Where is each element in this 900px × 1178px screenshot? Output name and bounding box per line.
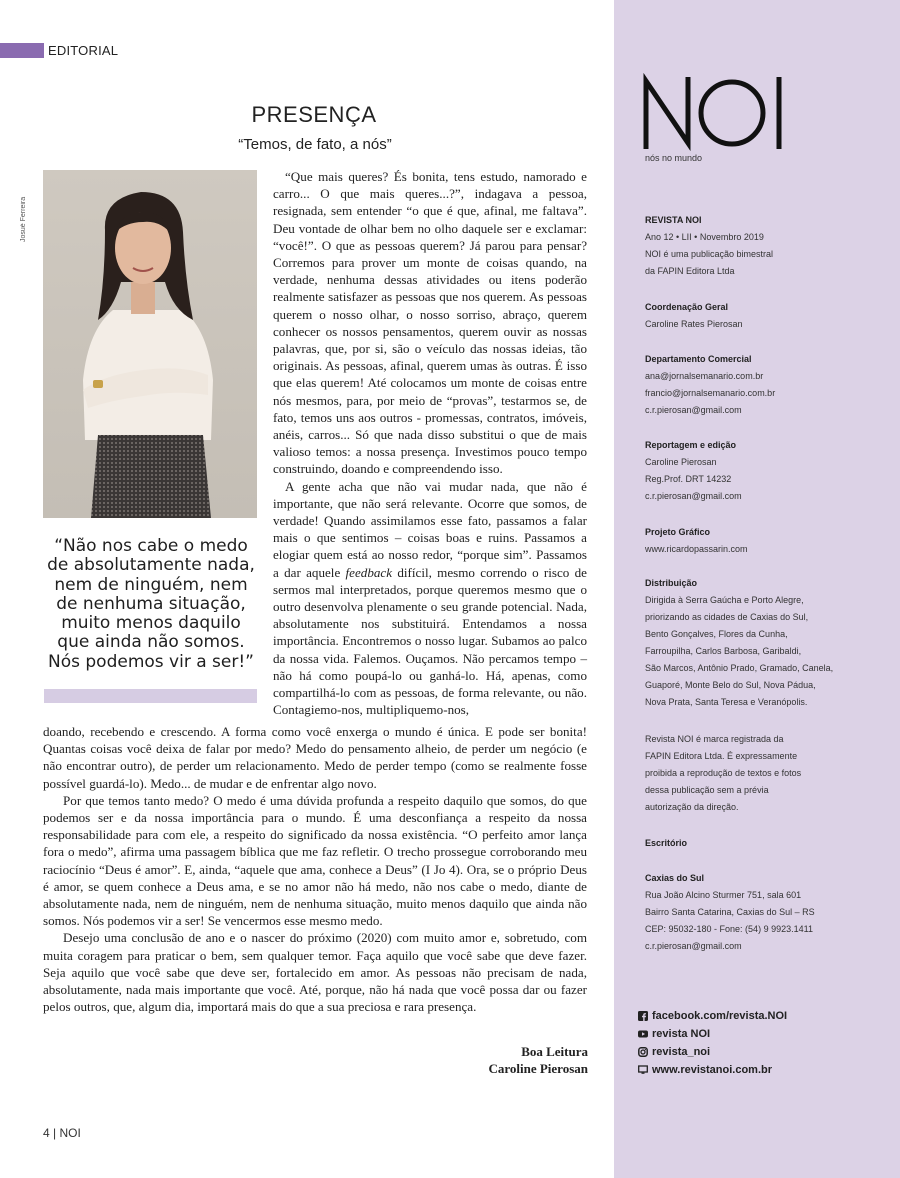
design-line: www.ricardopassarin.com (645, 544, 748, 554)
social-links (638, 1007, 787, 1079)
office-title: Escritório (645, 838, 688, 848)
legal-line: Revista NOI é marca registrada da (645, 734, 784, 744)
commercial-title: Departamento Comercial (645, 354, 752, 364)
social-facebook[interactable] (638, 1007, 787, 1025)
social-website-label: www.revistanoi.com.br (652, 1064, 773, 1076)
article-paragraph-1: “Que mais queres? És bonita, tens estudo, namorado e carro... O que mais queres...?”, indagava a pessoa, resignada, sem entender “o que é que, afinal, me faltava”. Deu vontade de olhar bem no olho daquele ser e exclamar: “você!”. O que as pessoas querem? Já parou para pensar? Corremos para prover um monte de coisas quando, na verdade, nenhuma dessas atividades ou itens poderão realmente satisfazer as pessoas que nos querem. As pessoas querem o nosso olhar, o nosso sorriso, abraço, querem conhecer os nossos pensamentos, querem ouvir as nossas palavras, que, por si, são o veículo das nossas ideias, tão originais. As pessoas, afinal, querem umas às outras. É isso que elas querem! Até colocamos um monte de coisas entre nós mesmos, para, por meio de “provas”, testarmos se, de fato, temos uns aos outros - promessas, contratos, imóveis, anéis, carros... Só que nada disso substitui o que de mais valioso temos: a nossa presença. Investimos pouco tempo construindo, doando e compreendendo isso. (273, 169, 587, 477)
masthead-block (645, 212, 773, 280)
noi-logo (642, 73, 787, 156)
page-folio: 4 | NOI (43, 1126, 81, 1140)
social-youtube[interactable] (638, 1025, 787, 1043)
social-instagram[interactable] (638, 1043, 787, 1061)
reporting-block (645, 437, 742, 505)
legal-line: dessa publicação sem a prévia (645, 785, 769, 795)
reporting-title: Reportagem e edição (645, 440, 737, 450)
commercial-block (645, 351, 775, 419)
design-block (645, 524, 748, 558)
commercial-email: ana@jornalsemanario.com.br (645, 371, 764, 381)
reporting-line: Reg.Prof. DRT 14232 (645, 474, 732, 484)
legal-block (645, 731, 801, 816)
distribution-line: São Marcos, Antônio Prado, Gramado, Canela, (645, 663, 834, 673)
distribution-title: Distribuição (645, 578, 698, 588)
article-paragraph-2 (273, 478, 587, 719)
author-photo (43, 170, 257, 518)
address-line: Bairro Santa Catarina, Caxias do Sul – RS (645, 907, 815, 917)
distribution-line: Farroupilha, Carlos Barbosa, Garibaldi, (645, 646, 802, 656)
masthead-line: Ano 12 • LII • Novembro 2019 (645, 232, 764, 242)
facebook-icon (638, 1011, 648, 1021)
section-label: EDITORIAL (48, 43, 119, 58)
author-portrait-illustration (43, 170, 257, 518)
social-instagram-label: revista_noi (652, 1046, 711, 1058)
distribution-line: Bento Gonçalves, Flores da Cunha, (645, 629, 788, 639)
office-block (645, 835, 687, 852)
legal-line: FAPIN Editora Ltda. É expressamente (645, 751, 798, 761)
article-paragraph-3: doando, recebendo e crescendo. A forma como você enxerga o mundo é única. E pode ser bonita! Quantas coisas você deixa de falar por medo? Medo do pensamento alheio, de perder um negócio (e não encontrar outro), de perder um relacionamento. Medo de perder tempo (como se realmente fosse possível guardá-lo). Medo... de mudar e de enfrentar algo novo. (43, 724, 587, 791)
youtube-icon (638, 1029, 648, 1039)
caxias-title: Caxias do Sul (645, 873, 705, 883)
pull-quote-bar (44, 689, 257, 703)
distribution-line: Guaporé, Monte Belo do Sul, Nova Pádua, (645, 680, 816, 690)
design-title: Projeto Gráfico (645, 527, 711, 537)
reporting-line: c.r.pierosan@gmail.com (645, 491, 742, 501)
social-facebook-label: facebook.com/revista.NOI (652, 1010, 788, 1022)
article-paragraph-5: Desejo uma conclusão de ano e o nascer do próximo (2020) com muito amor e, sobretudo, com muita coragem para praticar o bem, sem qualquer temor. Faça aquilo que você sabe que deve fazer. Seja aquilo que você sabe que deve ser, fortalecido em amor. As pessoas não precisam de nada, absolutamente, nada mais importante que você. Até, porque, não há nada que você possa dar ou fazer pelos outros, que, algum dia, importará mais do que a sua preciosa e rara presença. (43, 930, 587, 1015)
caxias-block (645, 870, 815, 955)
coordination-block (645, 299, 743, 333)
commercial-email: c.r.pierosan@gmail.com (645, 405, 742, 415)
signoff: Boa Leitura (521, 1044, 588, 1059)
noi-logo-mark (642, 73, 787, 151)
section-tag-bar (0, 43, 44, 58)
legal-line: autorização da direção. (645, 802, 739, 812)
signature-block (430, 1043, 588, 1077)
article-title: PRESENÇA (251, 102, 377, 127)
address-line: CEP: 95032-180 - Fone: (54) 9 9923.1411 (645, 924, 813, 934)
social-youtube-label: revista NOI (652, 1028, 711, 1040)
feedback-term: feedback (345, 564, 393, 580)
social-website[interactable] (638, 1061, 787, 1079)
paragraph-2-text-b: difícil, mesmo correndo o risco de sermos mal interpretados, porque queremos mesmo que o outro desenvolva plenamente o seu grande potencial. Nada, absolutamente nos substituirá. Entendamos a nossa importância. Encontremos o nosso lugar. Subamos ao palco da nossa vida. Falemos. Ouçamos. Não percamos tempo – não há como poupá-lo ou ganhá-lo. Há, apenas, como compartilhá-lo com as pessoas, de forma relevante, ou não. Contagiemo-nos, multipliquemo-nos, (273, 564, 587, 718)
address-line: c.r.pierosan@gmail.com (645, 941, 742, 951)
coordination-title: Coordenação Geral (645, 302, 729, 312)
photo-credit: Josué Ferreira (20, 196, 27, 242)
distribution-line: Dirigida à Serra Gaúcha e Porto Alegre, (645, 595, 804, 605)
masthead-title: REVISTA NOI (645, 215, 702, 225)
distribution-line: priorizando as cidades de Caxias do Sul, (645, 612, 809, 622)
instagram-icon (638, 1047, 648, 1057)
website-icon (638, 1065, 648, 1075)
masthead-line: da FAPIN Editora Ltda (645, 266, 735, 276)
author-name: Caroline Pierosan (488, 1061, 588, 1076)
pull-quote: “Não nos cabe o medo de absolutamente nada, nem de ninguém, nem de nenhuma situação, muito menos daquilo que ainda não somos. Nós podemos vir a ser!” (47, 536, 255, 672)
coordination-line: Caroline Rates Pierosan (645, 319, 743, 329)
logo-tagline: nós no mundo (645, 153, 703, 163)
commercial-email: francio@jornalsemanario.com.br (645, 388, 776, 398)
article-subtitle: “Temos, de fato, a nós” (238, 136, 392, 153)
reporting-line: Caroline Pierosan (645, 457, 717, 467)
masthead-line: NOI é uma publicação bimestral (645, 249, 774, 259)
article-body-full (43, 723, 587, 1015)
article-column (273, 168, 587, 719)
paragraph-2-text-a: A gente acha que não vai mudar nada, que não é importante, que não será relevante. Ocorre que somos, de verdade! Quando assimilamos esse fato, passamos a falar mais o que sentimos – coisas boas e ruins. Passamos a elogiar quem está ao nosso redor, “porque sim”. Passamos a dar aquele (273, 478, 587, 580)
distribution-line: Nova Prata, Santa Teresa e Veranópolis. (645, 697, 808, 707)
distribution-block (645, 575, 833, 711)
legal-line: proibida a reprodução de textos e fotos (645, 768, 802, 778)
address-line: Rua João Alcino Sturmer 751, sala 601 (645, 890, 802, 900)
article-paragraph-4: Por que temos tanto medo? O medo é uma dúvida profunda a respeito daquilo que somos, do que podemos ser e da nossa importância para o mundo. É uma desconfiança a respeito da nossa responsabilidade para com ele, a respeito do significado da nossa existência. “O perfeito amor lança fora o medo”, afirma uma passagem bíblica que me faz refletir. O trecho prossegue corroborando meu raciocínio “Deus é amor”. E, ainda, “aquele que ama, conhece a Deus” (I Jo 4). Ora, se o próprio Deus é amor, se quem conhece a Deus ama, e se no amor não há medo, não nos cabe o medo, diante de absolutamente nada, nem de ninguém, nem de nenhuma situação, muito menos daquilo que ainda não somos. Nós podemos vir a ser! Se vencermos esse mesmo medo. (43, 792, 587, 929)
